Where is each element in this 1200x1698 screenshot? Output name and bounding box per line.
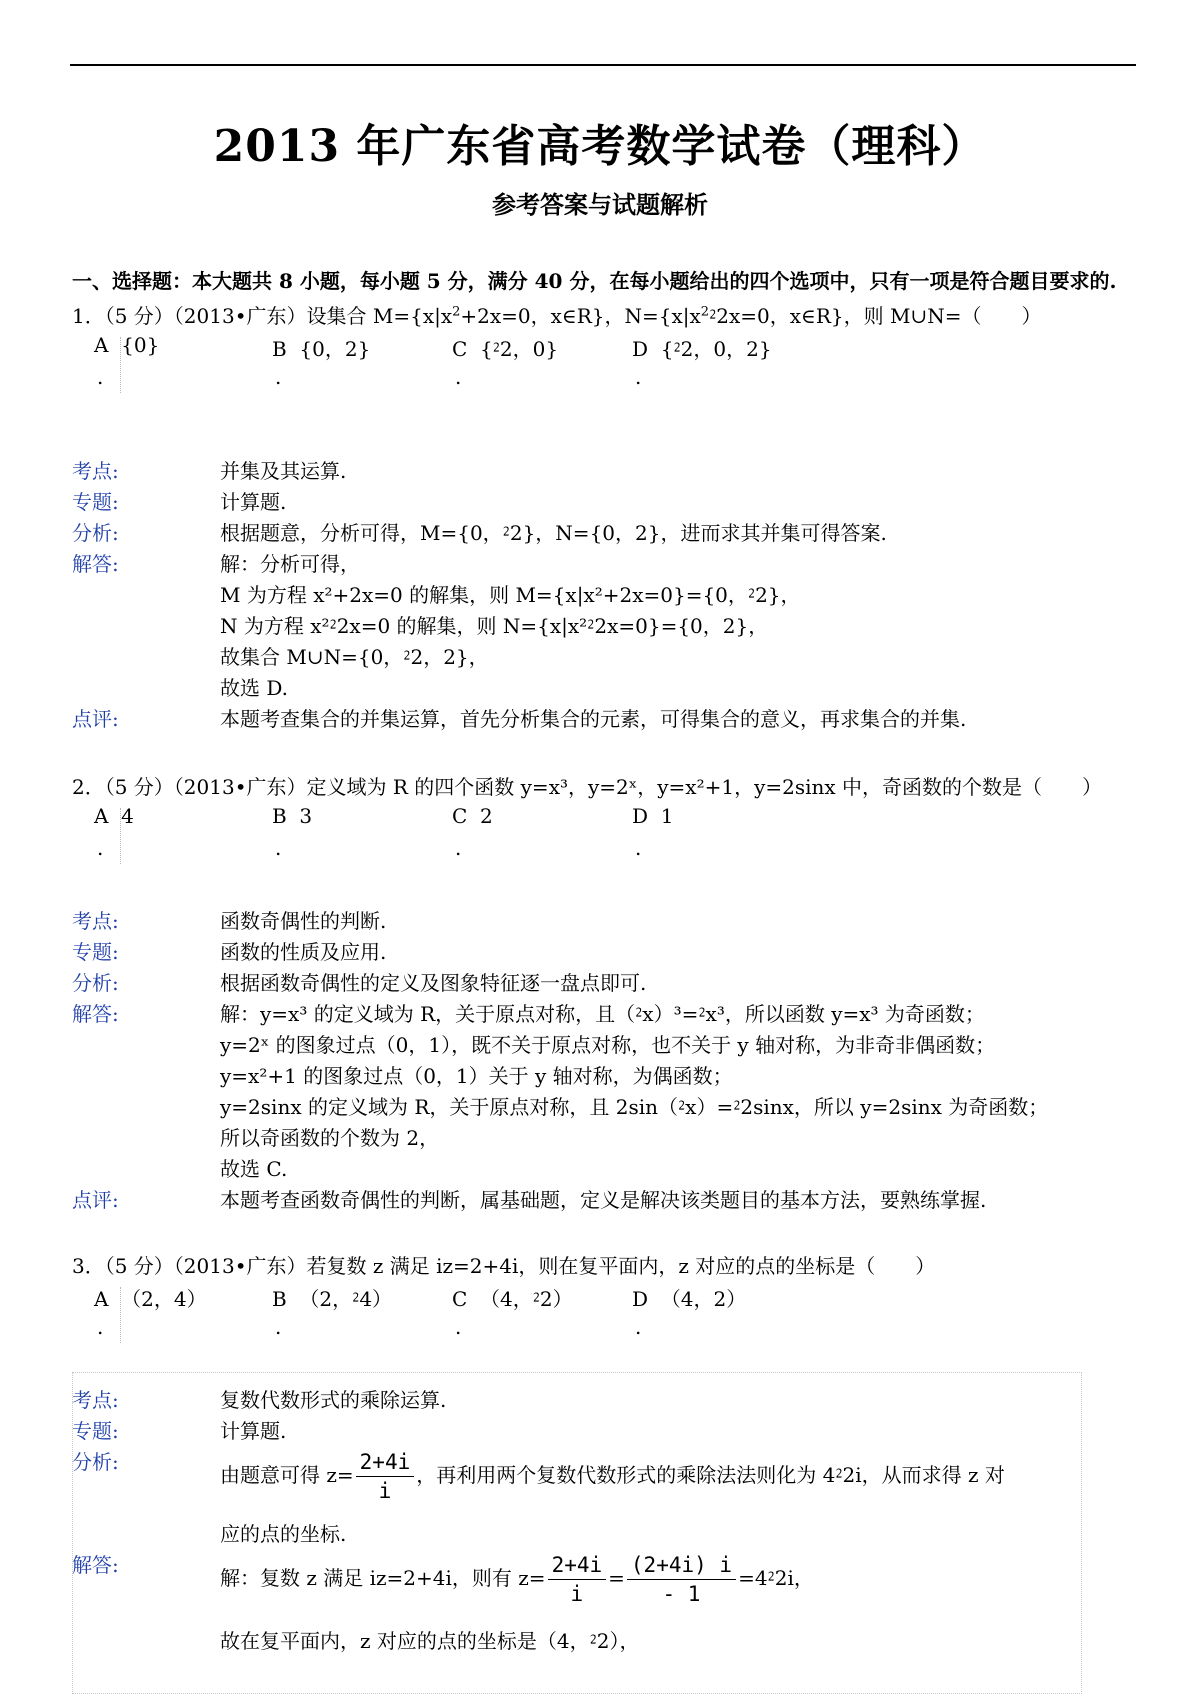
header-rule <box>70 64 1136 66</box>
q2-option-b: B 3 <box>272 804 313 828</box>
q1-jieda-row: 解答: 解：分析可得， <box>72 552 360 576</box>
q3-option-d: D （4，2） <box>632 1287 747 1311</box>
q3-option-b: B （2，⁲4） <box>272 1287 393 1311</box>
q1-stem: 1．（5 分）（2013•广东）设集合 $M=\{x|x^2+2x=0$，x∈R}，$N=\{x|x^2⁲2x=0$，x∈R}，则 M∪N=（ ） <box>72 304 1042 328</box>
q2-solution: 考点: 函数奇偶性的判断. 专题: 函数的性质及应用. 分析: 根据函数奇偶性的定义及图象特征逐一盘点即可. 解答: 解：y=x³ 的定义域为 R，关于原点对称，且（⁲x）³=⁲x³，所以函数 y=x³ 为奇函数； y=2ˣ 的图象过点（0，1），既不关于原点对称，也不关于 y 轴对称，为非奇非偶函数； y=x²+1 的图象过点（0，1）关于 y 轴对称，为偶函数； y=2sinx 的定义域为 R，关于原点对称，且 2sin（⁲x）=⁲2sinx，所以 y=2sinx 为奇函数； 所以奇函数的个数为 2， 故选 C. 点评: 本题考查函数奇偶性的判断，属基础题，定义是解决该类题目的基本方法，要熟练掌握. <box>72 909 1049 1212</box>
fraction: $\frac{2+4i}{i}$ <box>548 1551 607 1608</box>
q2-options: A 4 . B 3 . C 2 . D 1 . <box>72 804 1132 868</box>
q1-option-d: D {⁲2，0，2} <box>632 337 772 361</box>
q3-jieda-line1: 解：复数 z 满足 iz=2+4i，则有 z= $\frac{2+4i}{i}$ = $\frac{(2+4i) i}{- 1}$ =4⁲2i， <box>220 1553 814 1606</box>
q3-options: A （2，4） . B （2，⁲4） . C （4，⁲2） . D （4，2） . <box>72 1283 1132 1347</box>
section-heading: 一、选择题：本大题共 8 小题，每小题 5 分，满分 40 分，在每小题给出的四个选项中，只有一项是符合题目要求的. <box>72 269 1117 293</box>
q1-solution: 考点: 并集及其运算. 专题: 计算题. 分析: 根据题意，分析可得，M={0，⁲2}，N={0，2}，进而求其并集可得答案. 解答: 解：分析可得， M 为方程 x²+2x=0 的解集，则 M={x|x²+2x=0}={0，⁲2}， N 为方程 x²⁲2x=0 的解集，则 N={x|x²⁲2x=0}={0，2}， 故集合 M∪N={0，⁲2，2}， 故选 D. 点评: 本题考查集合的并集运算，首先分析集合的元素，可得集合的意义，再求集合的并集. <box>72 455 1072 734</box>
q3-solution: 考点: 复数代数形式的乘除运算. 专题: 计算题. 分析: 由题意可得 z= $\frac{2+4i}{i}$ ，再利用两个复数代数形式的乘除法法则化为 4⁲2i，从而求得 z 对 应的点的坐标. 解答: 解：复数 z 满足 iz=2+4i，则有 z= $\frac{2+4i}{i}$ = $\frac{(2+4i) i}{- 1}$ =4⁲2i， 故在复平面内，z 对应的点的坐标是（4，⁲2）， <box>72 1384 1072 1656</box>
q3-jieda-row: 解答: 解：复数 z 满足 iz=2+4i，则有 z= $\frac{2+4i}{i}$ = $\frac{(2+4i) i}{- 1}$ =4⁲2i， <box>72 1553 814 1606</box>
page-subtitle: 参考答案与试题解析 <box>492 190 708 219</box>
q1-options: A {0} . B {0，2} . C {⁲2，0} . D {⁲2，0，2} . <box>72 333 1132 397</box>
q2-option-d: D 1 <box>632 804 674 828</box>
q1-dianping-row: 点评: 本题考查集合的并集运算，首先分析集合的元素，可得集合的意义，再求集合的并集. <box>72 707 967 731</box>
fraction: $\frac{(2+4i) i}{- 1}$ <box>627 1551 736 1608</box>
q1-kaodian-row: 考点: 并集及其运算. <box>72 459 347 483</box>
q3-stem: 3．（5 分）（2013•广东）若复数 z 满足 iz=2+4i，则在复平面内，z 对应的点的坐标是（ ） <box>72 1254 936 1278</box>
q3-fenxi-line1: 由题意可得 z= $\frac{2+4i}{i}$ ，再利用两个复数代数形式的乘除法法则化为 4⁲2i，从而求得 z 对 <box>220 1450 1005 1503</box>
q3-option-c: C （4，⁲2） <box>452 1287 573 1311</box>
q2-option-a: A 4 <box>94 804 134 828</box>
q3-option-a: A （2，4） <box>94 1287 207 1311</box>
q2-option-c: C 2 <box>452 804 493 828</box>
q1-fenxi-row: 分析: 根据题意，分析可得，M={0，⁲2}，N={0，2}，进而求其并集可得答案. <box>72 521 887 545</box>
q2-stem: 2．（5 分）（2013•广东）定义域为 R 的四个函数 y=x³，y=2ˣ，y=x²+1，y=2sinx 中，奇函数的个数是（ ） <box>72 775 1103 799</box>
q1-option-a: A {0} <box>94 333 160 357</box>
page-title: 2013 年广东省高考数学试卷（理科） <box>213 121 987 172</box>
q3-fenxi-row: 分析: 由题意可得 z= $\frac{2+4i}{i}$ ，再利用两个复数代数形式的乘除法法则化为 4⁲2i，从而求得 z 对 <box>72 1450 1005 1503</box>
q1-zhuanti-row: 专题: 计算题. <box>72 490 287 514</box>
q1-option-b: B {0，2} <box>272 337 371 361</box>
fraction: $\frac{2+4i}{i}$ <box>356 1448 415 1505</box>
q1-option-c: C {⁲2，0} <box>452 337 559 361</box>
